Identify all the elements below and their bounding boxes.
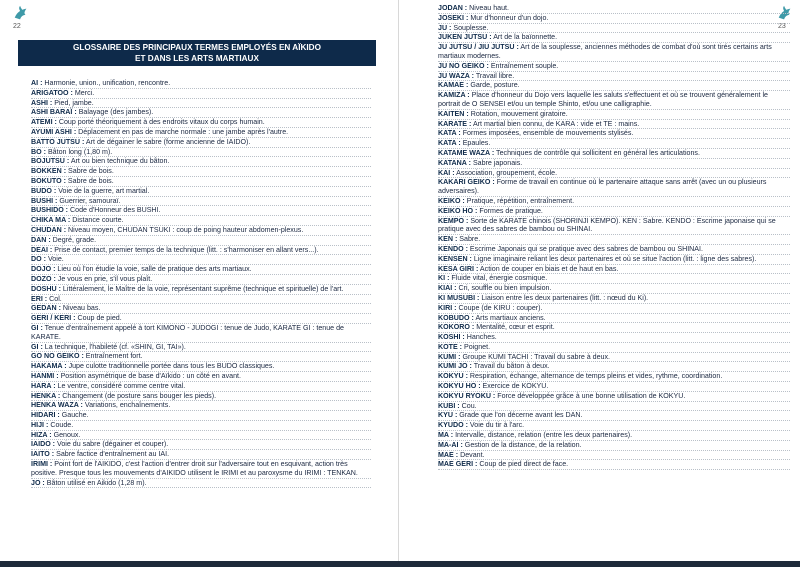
glossary-entry: [438, 392, 790, 402]
glossary-entry: [31, 352, 371, 362]
glossary-definition: Travail du bâton à deux.: [471, 362, 550, 371]
glossary-list-right: [438, 4, 790, 470]
glossary-entry: [31, 440, 371, 450]
glossary-term: KAITEN :: [438, 109, 469, 118]
glossary-term: KI MUSUBI :: [438, 293, 480, 302]
glossary-entry: [438, 43, 790, 62]
glossary-entry: [31, 187, 371, 197]
glossary-term: BOJUTSU :: [31, 157, 70, 166]
glossary-definition: Souplesse.: [451, 23, 489, 32]
glossary-definition: Sabre factice d'entraînement au IAI.: [54, 450, 170, 459]
glossary-term: KUMI :: [438, 352, 461, 361]
glossary-entry: [31, 157, 371, 167]
glossary-term: KAMAE :: [438, 81, 469, 90]
glossary-term: JU WAZA :: [438, 71, 474, 80]
glossary-definition: Voie du sabre (dégainer et couper).: [55, 440, 169, 449]
glossary-entry: [438, 120, 790, 130]
glossary-entry: [438, 333, 790, 343]
glossary-entry: [438, 33, 790, 43]
glossary-term: KENDO :: [438, 244, 468, 253]
glossary-term: KAI :: [438, 168, 455, 177]
glossary-definition: Le ventre, considéré comme centre vital.: [55, 381, 186, 390]
glossary-definition: Gestion de la distance, de la relation.: [462, 440, 582, 449]
glossary-term: DOJO :: [31, 265, 56, 274]
glossary-term: BO :: [31, 147, 46, 156]
glossary-definition: Techniques de contrôle qui sollicitent en général les articulations.: [494, 148, 700, 157]
glossary-term: AI :: [31, 79, 43, 87]
glossary-term: HIDARI :: [31, 411, 60, 420]
glossary-definition: Harmonie, union., unification, rencontre.: [42, 79, 171, 87]
glossary-definition: Arts martiaux anciens.: [473, 313, 546, 322]
glossary-entry: [31, 382, 371, 392]
glossary-definition: Fluide vital, énergie cosmique.: [449, 274, 548, 283]
glossary-term: KOKYU HO :: [438, 382, 481, 391]
glossary-definition: Coup de pied direct de face.: [477, 460, 569, 469]
glossary-definition: Voie du tir à l'arc.: [467, 421, 525, 430]
glossary-definition: Liaison entre les deux partenaires (litt. : nœud du Ki).: [479, 293, 649, 302]
glossary-entry: [438, 304, 790, 314]
glossary-definition: Sorte de KARATE chinois (SHORINJI KEMPO). KEN : Sabre. KENDO : Escrime japonaise qui se pratique avec des sabres de bambou ou SHINAI.: [438, 216, 776, 234]
glossary-definition: Pratique, répétition, entraînement.: [464, 196, 575, 205]
glossary-term: KATA :: [438, 129, 461, 138]
bottom-edge: [0, 561, 800, 567]
glossary-term: GEDAN :: [31, 304, 61, 313]
glossary-definition: Epaules.: [460, 139, 491, 148]
glossary-definition: Sabre.: [457, 235, 481, 244]
glossary-definition: Groupe KUMI TACHI : Travail du sabre à deux.: [460, 352, 611, 361]
glossary-definition: Escrime Japonais qui se pratique avec des sabres de bambou ou SHINAI.: [467, 244, 703, 253]
glossary-entry: [31, 167, 371, 177]
glossary-term: KIRI :: [438, 303, 457, 312]
glossary-definition: Niveau haut.: [467, 4, 509, 12]
glossary-term: IAIDO :: [31, 440, 56, 449]
glossary-term: KOKORO :: [438, 323, 475, 332]
glossary-definition: Rotation, mouvement giratoire.: [468, 109, 568, 118]
glossary-definition: Col.: [47, 294, 62, 303]
glossary-definition: Merci.: [72, 88, 95, 97]
glossary-term: KYU :: [438, 411, 458, 420]
glossary-term: KEN :: [438, 235, 458, 244]
glossary-definition: Sabre de bois.: [66, 167, 114, 176]
glossary-entry: [438, 207, 790, 217]
glossary-definition: Niveau moyen, CHUDAN TSUKI : coup de poing hauteur abdomen-plexus.: [66, 225, 304, 234]
glossary-term: KOKYU RYOKU :: [438, 391, 496, 400]
glossary-definition: Forme de travail en continue où le partenaire attaque sans arrêt (avec un ou plusieurs adversaires).: [438, 178, 767, 196]
glossary-entry: [438, 294, 790, 304]
glossary-definition: Lieu où l'on étudie la voie, salle de pratique des arts martiaux.: [55, 265, 252, 274]
glossary-term: KEMPO :: [438, 216, 469, 225]
glossary-term: JUKEN JUTSU :: [438, 33, 492, 42]
glossary-definition: Exercice de KOKYU.: [480, 382, 549, 391]
glossary-definition: Distance courte.: [70, 216, 124, 225]
glossary-term: MAE :: [438, 450, 459, 459]
glossary-entry: [438, 314, 790, 324]
glossary-entry: [438, 14, 790, 24]
glossary-definition: Mur d'honneur d'un dojo.: [468, 13, 549, 22]
glossary-definition: Hanches.: [464, 333, 497, 342]
glossary-entry: [438, 62, 790, 72]
glossary-term: AYUMI ASHI :: [31, 127, 77, 136]
glossary-term: IAITO :: [31, 450, 55, 459]
glossary-definition: Sabre de bois.: [65, 176, 114, 185]
glossary-list-left: [31, 79, 371, 488]
banner-line: GLOSSAIRE DES PRINCIPAUX TERMES EMPLOYÉS EN AÏKIDO: [73, 43, 321, 52]
glossary-definition: Déplacement en pas de marche normale : une jambe après l'autre.: [76, 127, 289, 136]
glossary-term: HENKA :: [31, 391, 61, 400]
glossary-entry: [438, 441, 790, 451]
bird-logo-icon: [12, 5, 30, 23]
glossary-entry: [438, 284, 790, 294]
glossary-term: KOBUDO :: [438, 313, 474, 322]
glossary-definition: Gauche.: [59, 411, 89, 420]
glossary-term: JOSEKI :: [438, 13, 469, 22]
glossary-term: BUSHIDO :: [31, 206, 69, 215]
glossary-entry: [31, 197, 371, 207]
glossary-definition: La technique, l'habileté (cf. «SHIN, GI, TAI»).: [42, 342, 186, 351]
glossary-definition: Pied, jambe.: [52, 98, 94, 107]
glossary-definition: Coup porté théoriquement à des endroits vitaux du corps humain.: [56, 118, 265, 127]
glossary-definition: Respiration, échange, alternance de temps pleins et vides, rythme, coordination.: [467, 372, 723, 381]
glossary-entry: [438, 343, 790, 353]
glossary-entry: [438, 72, 790, 82]
glossary-definition: Art de dégainer le sabre (forme ancienne de IAIDO).: [84, 137, 251, 146]
glossary-term: KEIKO :: [438, 196, 465, 205]
glossary-entry: [31, 236, 371, 246]
glossary-entry: [438, 197, 790, 207]
glossary-entry: [31, 275, 371, 285]
glossary-term: KESA GIRI :: [438, 264, 479, 273]
glossary-term: BUDO :: [31, 186, 57, 195]
glossary-term: KAKARI GEIKO :: [438, 178, 495, 187]
glossary-definition: Guerrier, samouraï.: [57, 196, 121, 205]
glossary-entry: [31, 99, 371, 109]
glossary-term: BATTO JUTSU :: [31, 137, 85, 146]
glossary-entry: [31, 392, 371, 402]
glossary-definition: Balayage (des jambes).: [76, 108, 154, 117]
glossary-entry: [438, 451, 790, 461]
glossary-entry: [31, 450, 371, 460]
glossary-definition: Force développée grâce à une bonne utilisation de KOKYU.: [495, 391, 686, 400]
glossary-term: JODAN :: [438, 4, 468, 12]
glossary-term: GERI / KERI :: [31, 314, 76, 323]
glossary-term: DEAI :: [31, 245, 53, 254]
glossary-term: JO :: [31, 478, 45, 487]
glossary-definition: Littéralement, le Maître de la voie, représentant suprême (technique et spirituelle) de l'art.: [60, 284, 344, 293]
glossary-definition: Voie de la guerre, art martial.: [56, 186, 150, 195]
glossary-term: KENSEN :: [438, 254, 472, 263]
glossary-entry: [438, 245, 790, 255]
glossary-entry: [31, 372, 371, 382]
glossary-term: DOSHU :: [31, 284, 61, 293]
glossary-entry: [438, 382, 790, 392]
glossary-term: KI :: [438, 274, 450, 283]
glossary-entry: [438, 91, 790, 110]
glossary-definition: Cri, souffle ou bien impulsion.: [456, 284, 552, 293]
glossary-definition: Degré, grade.: [50, 235, 97, 244]
glossary-entry: [31, 89, 371, 99]
glossary-definition: Position asymétrique de base d'Aïkido : un côté en avant.: [58, 371, 241, 380]
glossary-term: BOKKEN :: [31, 167, 67, 176]
glossary-entry: [438, 411, 790, 421]
glossary-definition: Action de couper en biais et de haut en bas.: [478, 264, 619, 273]
glossary-entry: [31, 265, 371, 275]
glossary-definition: Jupe culotte traditionnelle portée dans tous les BUDO classiques.: [66, 362, 275, 371]
glossary-definition: Variations, enchaînements.: [82, 401, 171, 410]
glossary-definition: Travail libre.: [474, 71, 515, 80]
glossary-definition: Entraînement fort.: [83, 352, 143, 361]
glossary-definition: Niveau bas.: [60, 304, 101, 313]
glossary-term: HAKAMA :: [31, 362, 67, 371]
glossary-definition: Code d'Honneur des BUSHI.: [68, 206, 161, 215]
glossary-entry: [31, 79, 371, 89]
left-page: [0, 0, 399, 567]
glossary-term: KOTE :: [438, 342, 463, 351]
glossary-definition: Cou.: [459, 401, 477, 410]
glossary-entry: [438, 265, 790, 275]
glossary-definition: Grade que l'on décerne avant les DAN.: [457, 411, 583, 420]
right-page: [400, 0, 800, 567]
glossary-term: KYUDO :: [438, 421, 468, 430]
glossary-definition: Changement (de posture sans bouger les pieds).: [60, 391, 217, 400]
glossary-term: GO NO GEIKO :: [31, 352, 84, 361]
glossary-definition: Art de la baïonnette.: [491, 33, 558, 42]
glossary-entry: [31, 362, 371, 372]
glossary-definition: Garde, posture.: [468, 81, 520, 90]
glossary-term: ERI :: [31, 294, 48, 303]
glossary-entry: [438, 372, 790, 382]
glossary-entry: [438, 169, 790, 179]
glossary-term: ATEMI :: [31, 118, 57, 127]
glossary-entry: [438, 274, 790, 284]
glossary-entry: [438, 129, 790, 139]
glossary-term: DO :: [31, 255, 46, 264]
glossary-entry: [31, 314, 371, 324]
glossary-definition: Bâton utilisé en Aikido (1,28 m).: [44, 478, 147, 487]
glossary-entry: [31, 177, 371, 187]
glossary-term: KEIKO HO :: [438, 206, 478, 215]
glossary-entry: [438, 159, 790, 169]
glossary-entry: [438, 149, 790, 159]
glossary-term: DAN :: [31, 235, 51, 244]
glossary-term: JU :: [438, 23, 452, 32]
glossary-entry: [438, 255, 790, 265]
glossary-definition: Entraînement souple.: [488, 61, 559, 70]
glossary-entry: [31, 148, 371, 158]
glossary-term: BUSHI :: [31, 196, 58, 205]
glossary-term: MAE GERI :: [438, 460, 478, 469]
glossary-definition: Mentalité, cœur et esprit.: [474, 323, 555, 332]
glossary-definition: Point fort de l'AIKIDO, c'est l'action d'entrer droit sur l'adversaire tout en esquivant, action très positive. Presque tous les mouvements d'AIKIDO utilisent le IRIMI et au paroxysme du IRIMI : TENKAN.: [31, 460, 358, 477]
glossary-definition: Art de la souplesse, anciennes méthodes de combat d'où sont tirés certains arts martiaux modernes.: [438, 43, 772, 60]
glossary-term: IRIMI :: [31, 460, 53, 469]
glossary-term: KUMI JO :: [438, 362, 472, 371]
glossary-entry: [438, 323, 790, 333]
glossary-term: KUBI :: [438, 401, 460, 410]
glossary-term: MA :: [438, 431, 454, 440]
glossary-entry: [31, 401, 371, 411]
glossary-definition: Art ou bien technique du bâton.: [69, 157, 170, 166]
glossary-term: KAMIZA :: [438, 91, 470, 100]
glossary-definition: Devant.: [458, 450, 485, 459]
glossary-entry: [438, 362, 790, 372]
glossary-entry: [31, 206, 371, 216]
glossary-definition: Association, groupement, école.: [454, 168, 558, 177]
glossary-entry: [31, 431, 371, 441]
glossary-term: KATANA :: [438, 158, 471, 167]
glossary-term: BOKUTO :: [31, 176, 66, 185]
glossary-definition: Genoux.: [51, 430, 81, 439]
glossary-definition: Tenue d'entraînement appelé à tort KIMONO - JUDOGI : tenue de Judo, KARATE GI : tenue de KARATE.: [31, 323, 344, 341]
glossary-entry: [438, 110, 790, 120]
glossary-definition: Prise de contact, premier temps de la technique (litt. : s'harmoniser en allant vers...).: [52, 245, 319, 254]
glossary-definition: Je vous en prie, s'il vous plaît.: [55, 274, 153, 283]
glossary-entry: [438, 139, 790, 149]
glossary-entry: [438, 353, 790, 363]
glossary-entry: [438, 235, 790, 245]
glossary-definition: Coupe (de KIRU : couper).: [456, 303, 543, 312]
glossary-definition: Place d'honneur du Dojo vers laquelle les saluts s'effectuent et où se trouvent généralement le portrait de O SENSEI et/ou un temple Shinto, et/ou une calligraphie.: [438, 91, 768, 108]
glossary-entry: [438, 4, 790, 14]
glossary-entry: [31, 118, 371, 128]
glossary-term: DOZO :: [31, 274, 56, 283]
glossary-term: ASHI BARAÏ :: [31, 108, 77, 117]
glossary-term: JU NO GEIKO :: [438, 61, 489, 70]
glossary-term: MA-AI :: [438, 440, 463, 449]
glossary-entry: [31, 285, 371, 295]
glossary-entry: [31, 255, 371, 265]
glossary-entry: [31, 128, 371, 138]
glossary-entry: [438, 431, 790, 441]
glossary-term: KARATE :: [438, 119, 472, 128]
glossary-entry: [438, 460, 790, 470]
glossary-term: CHUDAN :: [31, 225, 67, 234]
glossary-term: JU JUTSU / JIU JUTSU :: [438, 43, 519, 52]
glossary-term: GI :: [31, 342, 43, 351]
glossary-term: GI :: [31, 323, 43, 332]
glossary-entry: [438, 217, 790, 236]
glossary-entry: [31, 411, 371, 421]
glossary-entry: [31, 421, 371, 431]
glossary-entry: [31, 479, 371, 489]
glossary-definition: Bâton long (1,80 m).: [45, 147, 113, 156]
glossary-entry: [31, 460, 371, 479]
glossary-definition: Ligne imaginaire reliant les deux partenaires et où se situe l'action (litt. : ligne des sabres).: [471, 254, 757, 263]
glossary-entry: [31, 324, 371, 343]
glossary-term: HARA :: [31, 381, 56, 390]
glossary-term: ASHI :: [31, 98, 53, 107]
glossary-definition: Voie.: [45, 255, 64, 264]
glossary-definition: Formes imposées, ensemble de mouvements stylisés.: [460, 129, 634, 138]
glossary-entry: [438, 178, 790, 197]
glossary-term: HANMI :: [31, 371, 59, 380]
glossary-entry: [31, 295, 371, 305]
glossary-definition: Coup de pied.: [75, 314, 122, 323]
glossary-entry: [31, 138, 371, 148]
glossary-term: HIJI :: [31, 420, 49, 429]
glossary-definition: Sabre japonais.: [470, 158, 523, 167]
glossary-definition: Intervalle, distance, relation (entre les deux partenaires).: [453, 431, 633, 440]
glossary-term: CHIKA MA :: [31, 216, 71, 225]
glossary-term: KATA :: [438, 139, 461, 148]
glossary-term: KIAI :: [438, 284, 457, 293]
glossary-entry: [438, 402, 790, 412]
page-number: 22: [13, 23, 21, 30]
glossary-entry: [438, 81, 790, 91]
glossary-term: HENKA WAZA :: [31, 401, 83, 410]
glossary-definition: Art martial bien connu, de KARA : vide et TE : mains.: [471, 119, 640, 128]
glossary-term: KATAME WAZA :: [438, 148, 495, 157]
glossary-term: KOKYU :: [438, 372, 468, 381]
glossary-entry: [31, 108, 371, 118]
glossary-entry: [31, 343, 371, 353]
glossary-definition: Poignet.: [462, 342, 491, 351]
glossary-title-banner: [18, 40, 376, 66]
glossary-definition: Formes de pratique.: [477, 206, 543, 215]
glossary-definition: Coude.: [48, 420, 74, 429]
glossary-entry: [438, 421, 790, 431]
glossary-entry: [31, 216, 371, 226]
page-number: 23: [778, 23, 786, 30]
glossary-term: KOSHI :: [438, 333, 465, 342]
glossary-entry: [438, 24, 790, 34]
glossary-term: ARIGATOO :: [31, 88, 73, 97]
banner-line: ET DANS LES ARTS MARTIAUX: [135, 54, 259, 63]
glossary-entry: [31, 226, 371, 236]
glossary-term: HIZA :: [31, 430, 52, 439]
glossary-entry: [31, 246, 371, 256]
glossary-entry: [31, 304, 371, 314]
